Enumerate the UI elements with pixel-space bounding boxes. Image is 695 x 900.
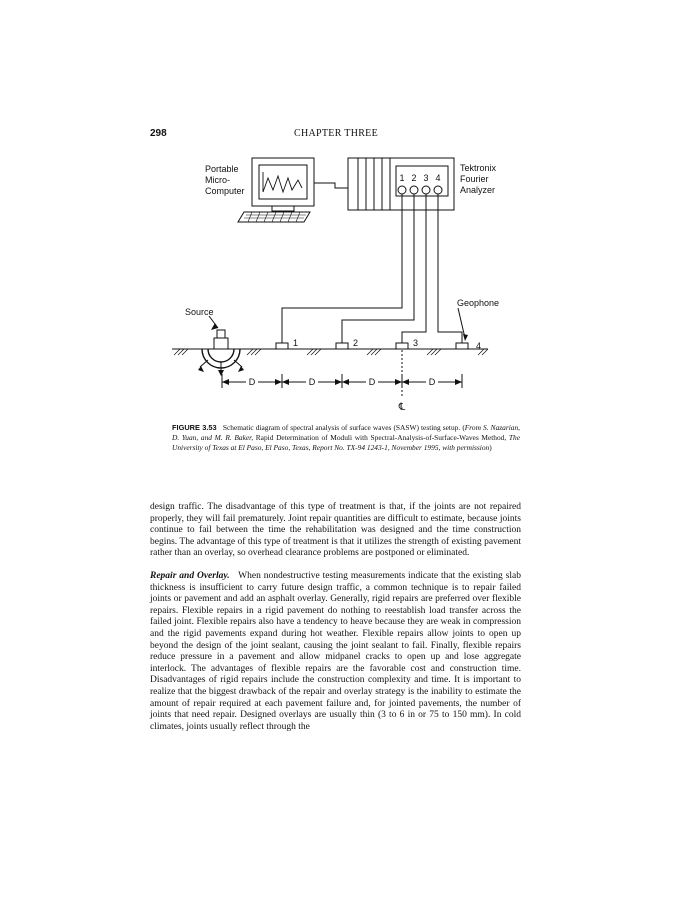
chapter-title: CHAPTER THREE xyxy=(294,128,378,139)
geophone-number-3: 3 xyxy=(413,338,419,348)
channel-label-1: 1 xyxy=(399,173,405,183)
centerline-symbol: ℄ xyxy=(398,402,406,413)
channel-label-4: 4 xyxy=(435,173,441,183)
computer-cable xyxy=(314,183,348,188)
page-number: 298 xyxy=(150,128,167,139)
computer-label-line2: Micro- xyxy=(205,175,230,185)
figure-caption: FIGURE 3.53 Schematic diagram of spectral analysis of surface waves (SASW) testing setup. (From S. Nazarian, D. Yuan, and M. R. Baker, Rapid Determination of Moduli with Spectral-Analysis-of-Surface-Waves Method, The University of Texas at El Paso, El Paso, Texas, Report No. TX-94 1243-1, November 1995, with permission) xyxy=(172,423,521,452)
analyzer-label-line3: Analyzer xyxy=(460,185,496,195)
geophone-number-1: 1 xyxy=(293,338,299,348)
source-label: Source xyxy=(185,307,214,317)
spacing-label-3: D xyxy=(368,377,376,387)
geophone-number-2: 2 xyxy=(353,338,359,348)
channel-label-3: 3 xyxy=(423,173,429,183)
wave-arrow-right xyxy=(234,360,242,367)
spacing-label-2: D xyxy=(308,377,316,387)
paragraph-2-heading: Repair and Overlay. xyxy=(150,570,230,581)
ground-hatching xyxy=(174,349,488,355)
analyzer-label-line2: Fourier xyxy=(460,174,489,184)
computer-label-line1: Portable xyxy=(205,164,239,174)
geophone-number-4: 4 xyxy=(476,341,482,351)
channel-label-2: 2 xyxy=(411,173,417,183)
paragraph-2-text: When nondestructive testing measurements indicate that the existing slab thickness is insufficient to carry future design traffic, a common technique is to repair failed joints or pavement and add an asphalt overlay. Generally, rigid repairs are preferred over flexible repairs. Flexible repairs in a rigid pavement do nothing to reestablish load transfer across the failed joint. Flexible repairs also have a tendency to heave because they are weak in compression and the rigid pavements expand during hot weather. Flexible repairs allow joints to open up beyond the design of the joint sealant, causing the joint sealant to fail. Finally, flexible repairs reduce pressure in a pavement and allow midpanel cracks to open up and lose aggregate interlock. The advantages of flexible repairs are the favorable cost and construction time. Disadvantages of rigid repairs include the construction complexity and time. It is important to realize that the biggest drawback of the repair and overlay strategy is the inability to estimate the amount of repair required at each pavement failure and, for jointed pavements, the number of joints that need repair. Designed overlays are usually thin (3 to 6 in or 75 to 150 mm). In cold climates, joints usually reflect through the xyxy=(150,570,521,732)
input-jack-1 xyxy=(398,186,406,194)
caption-credit-authors: From S. Nazarian, D. Yuan, and M. R. Baker, xyxy=(172,423,521,442)
caption-credit-title: Rapid Determination of Moduli with Spectral-Analysis-of-Surface-Waves Method, xyxy=(255,433,507,442)
geophone-label: Geophone xyxy=(457,298,500,308)
computer-label-line3: Computer xyxy=(205,186,245,196)
paragraph-2 xyxy=(150,571,521,733)
spacing-label-4: D xyxy=(428,377,436,387)
geophone-1 xyxy=(276,343,288,349)
paragraph-1: design traffic. The disadvantage of this type of treatment is that, if the joints are not repaired properly, they will fail prematurely. Joint repair quantities are difficult to estimate, because joints continue to fail between the time the rehabilitation was designed and the time construction begins. The advantage of this type of treatment is that it utilizes the strength of existing pavement rather than an overlay, so overhead clearance problems are postponed or eliminated. xyxy=(150,502,521,559)
caption-credit-source: The University of Texas at El Paso, El Paso, Texas, Report No. TX-94 1243-1, November 1995, with permission xyxy=(172,433,520,452)
wave-arrow-left xyxy=(200,360,208,367)
sasw-schematic xyxy=(160,150,520,420)
source-hammer xyxy=(217,330,225,338)
source-block xyxy=(214,338,228,349)
analyzer-label-line1: Tektronix xyxy=(460,163,497,173)
body-text xyxy=(150,502,521,733)
monitor-stand xyxy=(272,206,294,211)
geophone-cable-4 xyxy=(438,194,462,343)
geophone-3 xyxy=(396,343,408,349)
figure-sasw-diagram xyxy=(160,150,520,420)
geophone-cable-2 xyxy=(342,194,414,343)
input-jack-2 xyxy=(410,186,418,194)
spacing-label-1: D xyxy=(248,377,256,387)
input-jack-4 xyxy=(434,186,442,194)
caption-label: FIGURE 3.53 xyxy=(172,423,217,432)
geophone-4 xyxy=(456,343,468,349)
page-header xyxy=(150,128,522,142)
caption-text: Schematic diagram of spectral analysis of surface waves (SASW) testing setup. xyxy=(222,423,461,432)
geophone-2 xyxy=(336,343,348,349)
input-jack-3 xyxy=(422,186,430,194)
waveform-icon xyxy=(263,172,302,192)
wave-arc-inner xyxy=(208,349,234,362)
